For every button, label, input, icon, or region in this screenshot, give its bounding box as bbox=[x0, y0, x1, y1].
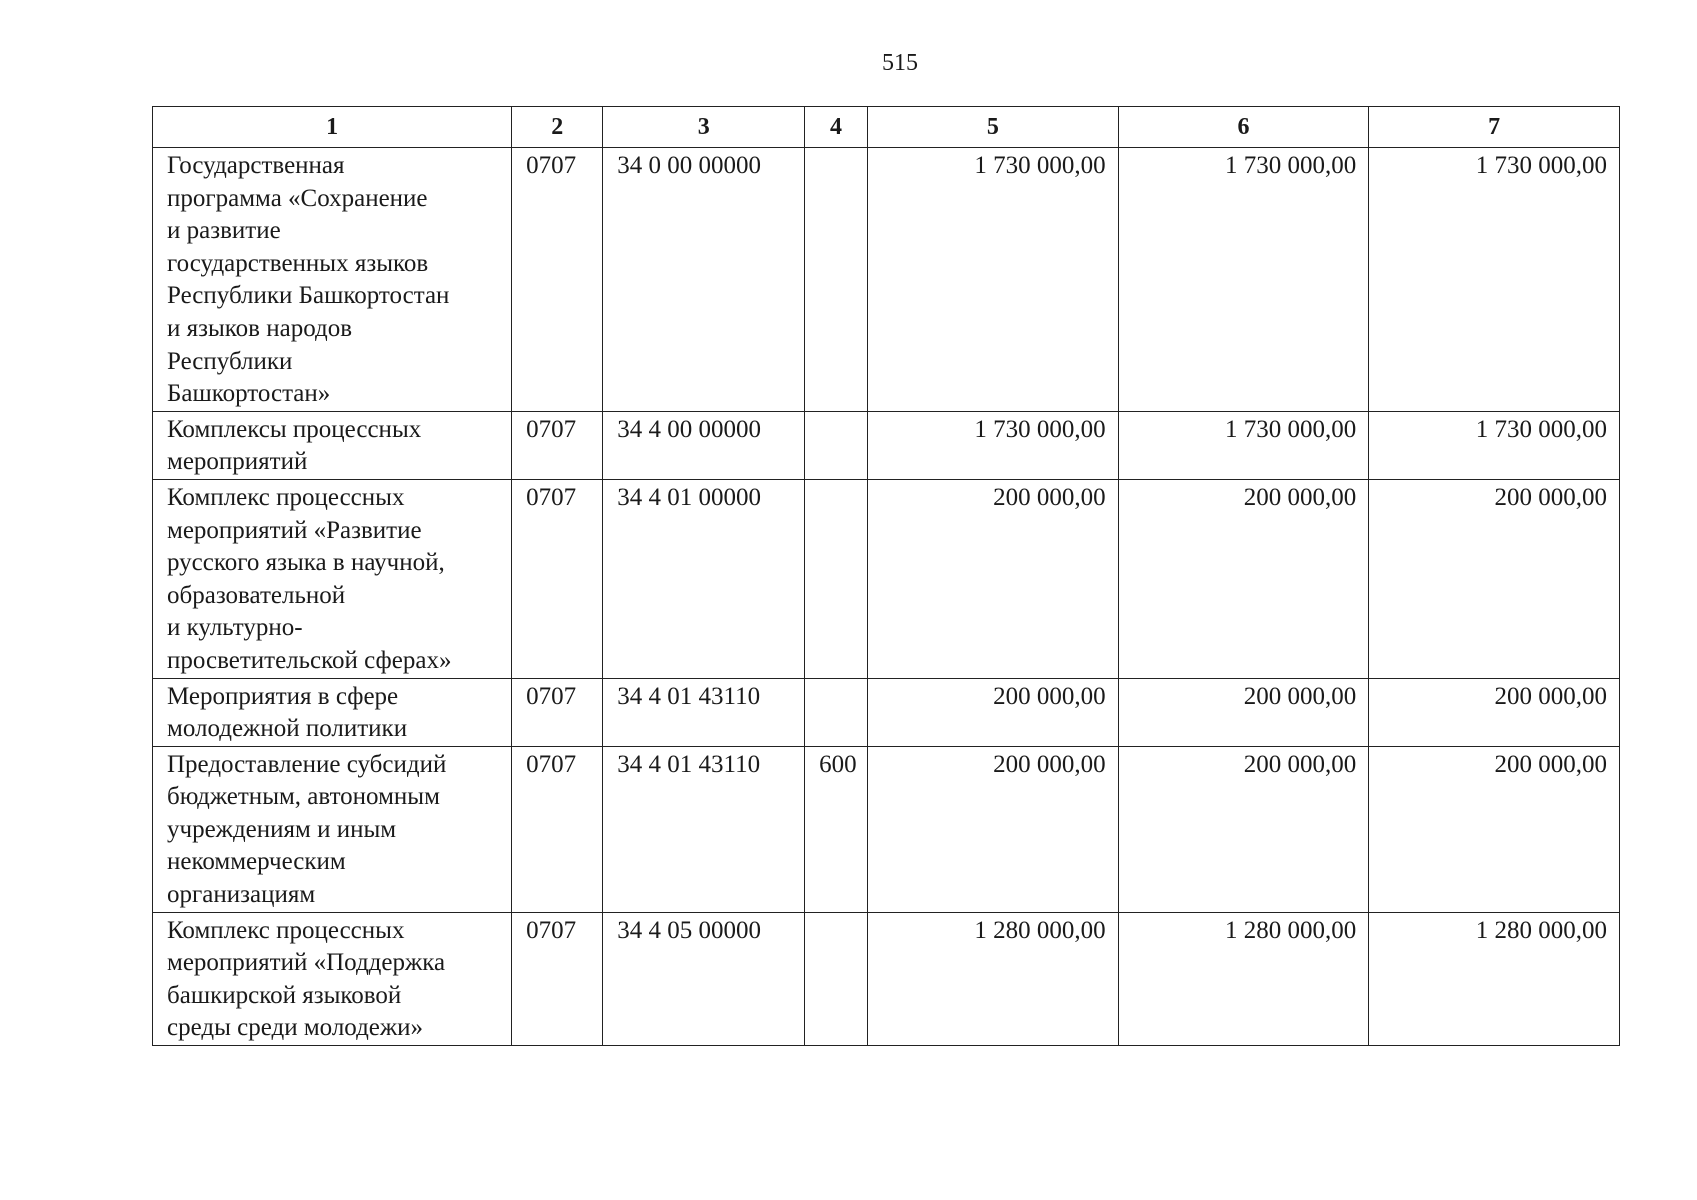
target-item-cell: 34 4 01 43110 bbox=[603, 746, 805, 912]
amount-column-5-cell: 200 000,00 bbox=[868, 678, 1119, 746]
table-row bbox=[153, 746, 1620, 912]
amount-column-6-cell: 1 730 000,00 bbox=[1118, 148, 1369, 412]
column-header-2: 2 bbox=[512, 107, 603, 148]
amount-column-5-cell: 1 730 000,00 bbox=[868, 148, 1119, 412]
row-name-line: Государственная bbox=[167, 152, 345, 179]
table-row bbox=[153, 411, 1620, 479]
table-header bbox=[153, 107, 1620, 148]
row-name-cell bbox=[153, 411, 512, 479]
row-name-line: Комплекс процессных bbox=[167, 916, 405, 944]
amount-column-6-cell: 1 730 000,00 bbox=[1118, 411, 1369, 479]
amount-column-6-cell: 200 000,00 bbox=[1118, 746, 1369, 912]
row-name-line: государственных языков bbox=[167, 249, 429, 277]
column-header-6: 6 bbox=[1118, 107, 1369, 148]
row-name-line: просветительской сферах» bbox=[167, 646, 452, 674]
row-name-line: Комплекс процессных bbox=[167, 483, 405, 511]
column-header-1: 1 bbox=[153, 107, 512, 148]
target-item-cell: 34 0 00 00000 bbox=[603, 148, 805, 412]
row-name-line: бюджетным, автономным bbox=[167, 783, 440, 811]
row-name-cell bbox=[153, 678, 512, 746]
amount-column-7-cell: 200 000,00 bbox=[1369, 678, 1620, 746]
row-name-line: программа «Сохранение bbox=[167, 184, 428, 212]
table-row bbox=[153, 148, 1620, 412]
amount-column-5-cell: 1 730 000,00 bbox=[868, 411, 1119, 479]
page-number: 515 bbox=[882, 50, 918, 76]
row-name-line: мероприятий «Поддержка bbox=[167, 949, 446, 977]
row-name-line: Мероприятия в сфере bbox=[167, 682, 399, 710]
expense-type-cell bbox=[805, 678, 868, 746]
row-name-line: Предоставление субсидий bbox=[167, 750, 447, 778]
section-code-cell: 0707 bbox=[512, 479, 603, 678]
amount-column-7-cell: 200 000,00 bbox=[1369, 746, 1620, 912]
target-item-cell: 34 4 00 00000 bbox=[603, 411, 805, 479]
amount-column-5-cell: 200 000,00 bbox=[868, 479, 1119, 678]
row-name-line: Республики bbox=[167, 347, 293, 375]
amount-column-6-cell: 200 000,00 bbox=[1118, 479, 1369, 678]
column-header-7: 7 bbox=[1369, 107, 1620, 148]
row-name-line: учреждениям и иным bbox=[167, 815, 397, 843]
table-row bbox=[153, 912, 1620, 1045]
row-name-line: Республики Башкортостан bbox=[167, 282, 450, 310]
expense-type-cell: 600 bbox=[805, 746, 868, 912]
table-row bbox=[153, 678, 1620, 746]
amount-column-7-cell: 1 280 000,00 bbox=[1369, 912, 1620, 1045]
row-name-line: молодежной политики bbox=[167, 715, 408, 743]
row-name-line: и культурно- bbox=[167, 614, 303, 642]
table-body bbox=[153, 148, 1620, 1046]
amount-column-5-cell: 1 280 000,00 bbox=[868, 912, 1119, 1045]
amount-column-7-cell: 1 730 000,00 bbox=[1369, 148, 1620, 412]
section-code-cell: 0707 bbox=[512, 411, 603, 479]
row-name-line: башкирской языковой bbox=[167, 981, 402, 1009]
row-name-line: организациям bbox=[167, 881, 316, 909]
column-header-3: 3 bbox=[603, 107, 805, 148]
target-item-cell: 34 4 05 00000 bbox=[603, 912, 805, 1045]
expense-type-cell bbox=[805, 479, 868, 678]
section-code-cell: 0707 bbox=[512, 678, 603, 746]
section-code-cell: 0707 bbox=[512, 912, 603, 1045]
row-name-line: среды среди молодежи» bbox=[167, 1014, 424, 1042]
section-code-cell: 0707 bbox=[512, 148, 603, 412]
row-name-cell bbox=[153, 746, 512, 912]
amount-column-5-cell: 200 000,00 bbox=[868, 746, 1119, 912]
table-row bbox=[153, 479, 1620, 678]
row-name-cell bbox=[153, 148, 512, 412]
header-row bbox=[153, 107, 1620, 148]
target-item-cell: 34 4 01 00000 bbox=[603, 479, 805, 678]
row-name-line: русского языка в научной, bbox=[167, 549, 445, 577]
row-name-line: мероприятий bbox=[167, 448, 308, 476]
row-name-line: некоммерческим bbox=[167, 848, 346, 876]
row-name-line: Комплексы процессных bbox=[167, 415, 422, 443]
expense-type-cell bbox=[805, 411, 868, 479]
row-name-line: и языков народов bbox=[167, 314, 353, 342]
amount-column-7-cell: 1 730 000,00 bbox=[1369, 411, 1620, 479]
budget-table bbox=[152, 106, 1620, 1046]
column-header-4: 4 bbox=[805, 107, 868, 148]
row-name-line: Башкортостан» bbox=[167, 380, 331, 408]
expense-type-cell bbox=[805, 148, 868, 412]
row-name-line: образовательной bbox=[167, 581, 346, 609]
row-name-line: и развитие bbox=[167, 217, 281, 245]
expense-type-cell bbox=[805, 912, 868, 1045]
amount-column-7-cell: 200 000,00 bbox=[1369, 479, 1620, 678]
amount-column-6-cell: 200 000,00 bbox=[1118, 678, 1369, 746]
target-item-cell: 34 4 01 43110 bbox=[603, 678, 805, 746]
row-name-line: мероприятий «Развитие bbox=[167, 516, 422, 544]
amount-column-6-cell: 1 280 000,00 bbox=[1118, 912, 1369, 1045]
section-code-cell: 0707 bbox=[512, 746, 603, 912]
row-name-cell bbox=[153, 912, 512, 1045]
row-name-cell bbox=[153, 479, 512, 678]
column-header-5: 5 bbox=[868, 107, 1119, 148]
